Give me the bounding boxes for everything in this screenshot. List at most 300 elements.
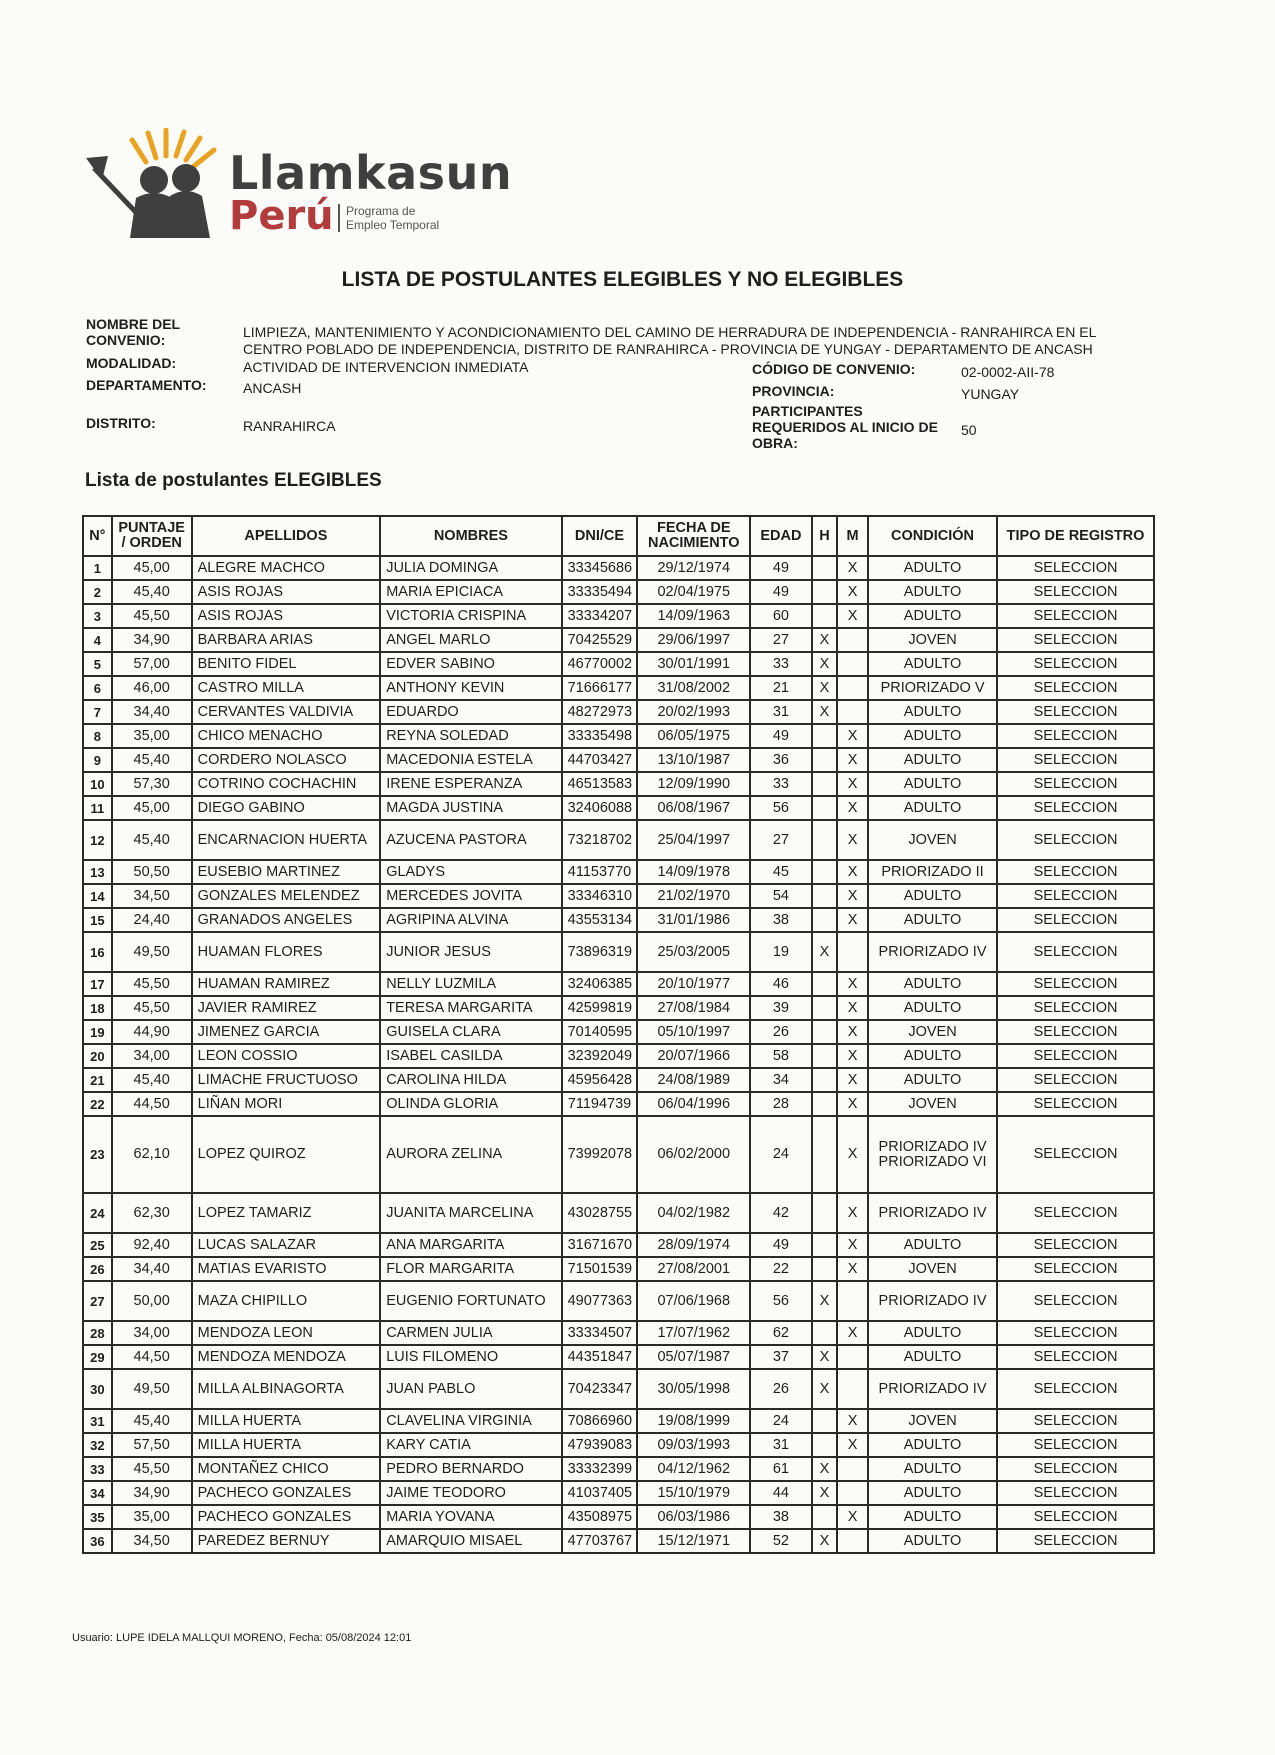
cell-condicion: ADULTO [868, 1345, 997, 1369]
cell-fecha: 15/12/1971 [637, 1529, 750, 1553]
cell-condicion: JOVEN [868, 1409, 997, 1433]
cell-edad: 22 [750, 1257, 811, 1281]
cell-tipo: SELECCION [997, 796, 1154, 820]
cell-condicion: ADULTO [868, 1233, 997, 1257]
table-row [83, 748, 1154, 772]
cell-puntaje: 34,40 [112, 1257, 192, 1281]
table-row [83, 1433, 1154, 1457]
cell-condicion: ADULTO [868, 580, 997, 604]
cell-numero: 1 [83, 556, 112, 580]
cell-apellidos: MENDOZA MENDOZA [192, 1345, 381, 1369]
cell-m: X [837, 796, 868, 820]
cell-tipo: SELECCION [997, 1409, 1154, 1433]
cell-nombres: MARIA EPICIACA [380, 580, 561, 604]
cell-apellidos: ASIS ROJAS [192, 580, 381, 604]
cell-condicion: ADULTO [868, 884, 997, 908]
cell-edad: 56 [750, 796, 811, 820]
cell-dni: 41037405 [562, 1481, 638, 1505]
cell-edad: 36 [750, 748, 811, 772]
cell-nombres: JUNIOR JESUS [380, 932, 561, 972]
cell-edad: 52 [750, 1529, 811, 1553]
cell-m: X [837, 1092, 868, 1116]
cell-edad: 49 [750, 1233, 811, 1257]
col-condicion: CONDICIÓN [868, 516, 997, 556]
table-row [83, 676, 1154, 700]
cell-nombres: KARY CATIA [380, 1433, 561, 1457]
cell-fecha: 31/08/2002 [637, 676, 750, 700]
cell-tipo: SELECCION [997, 932, 1154, 972]
cell-dni: 48272973 [562, 700, 638, 724]
col-nombres: NOMBRES [380, 516, 561, 556]
cell-puntaje: 45,40 [112, 1409, 192, 1433]
cell-numero: 6 [83, 676, 112, 700]
cell-nombres: REYNA SOLEDAD [380, 724, 561, 748]
cell-puntaje: 62,10 [112, 1116, 192, 1193]
footer-user: Usuario: LUPE IDELA MALLQUI MORENO, Fecha: 05/08/2024 12:01 [72, 1632, 412, 1644]
cell-numero: 14 [83, 884, 112, 908]
cell-puntaje: 44,50 [112, 1345, 192, 1369]
table-row [83, 772, 1154, 796]
col-puntaje: PUNTAJE / ORDEN [112, 516, 192, 556]
cell-numero: 17 [83, 972, 112, 996]
cell-numero: 3 [83, 604, 112, 628]
cell-numero: 20 [83, 1044, 112, 1068]
cell-condicion: ADULTO [868, 1068, 997, 1092]
col-edad: EDAD [750, 516, 811, 556]
col-numero: N° [83, 516, 112, 556]
cell-h: X [812, 1529, 838, 1553]
table-row [83, 1092, 1154, 1116]
cell-condicion: ADULTO [868, 652, 997, 676]
table-row [83, 1257, 1154, 1281]
cell-m: X [837, 860, 868, 884]
cell-apellidos: HUAMAN FLORES [192, 932, 381, 972]
cell-fecha: 05/10/1997 [637, 1020, 750, 1044]
cell-dni: 33332399 [562, 1457, 638, 1481]
cell-m [837, 700, 868, 724]
cell-tipo: SELECCION [997, 1068, 1154, 1092]
cell-nombres: JUANITA MARCELINA [380, 1193, 561, 1233]
cell-numero: 10 [83, 772, 112, 796]
cell-numero: 2 [83, 580, 112, 604]
cell-nombres: CARMEN JULIA [380, 1321, 561, 1345]
cell-nombres: PEDRO BERNARDO [380, 1457, 561, 1481]
cell-tipo: SELECCION [997, 1433, 1154, 1457]
cell-tipo: SELECCION [997, 652, 1154, 676]
page-title: LISTA DE POSTULANTES ELEGIBLES Y NO ELEGIBLES [341, 268, 904, 291]
cell-dni: 70425529 [562, 628, 638, 652]
cell-puntaje: 34,90 [112, 1481, 192, 1505]
cell-edad: 37 [750, 1345, 811, 1369]
cell-apellidos: MILLA ALBINAGORTA [192, 1369, 381, 1409]
cell-numero: 30 [83, 1369, 112, 1409]
cell-dni: 71666177 [562, 676, 638, 700]
cell-numero: 19 [83, 1020, 112, 1044]
cell-m: X [837, 724, 868, 748]
cell-fecha: 02/04/1975 [637, 580, 750, 604]
cell-nombres: ANGEL MARLO [380, 628, 561, 652]
cell-puntaje: 49,50 [112, 1369, 192, 1409]
cell-h [812, 860, 838, 884]
cell-m: X [837, 1068, 868, 1092]
cell-puntaje: 50,50 [112, 860, 192, 884]
cell-fecha: 12/09/1990 [637, 772, 750, 796]
convenio-line2: CENTRO POBLADO DE INDEPENDENCIA, DISTRITO DE RANRAHIRCA - PROVINCIA DE YUNGAY - DEPARTAMENTO DE ANCASH [243, 341, 1093, 357]
cell-nombres: TERESA MARGARITA [380, 996, 561, 1020]
cell-numero: 35 [83, 1505, 112, 1529]
cell-fecha: 09/03/1993 [637, 1433, 750, 1457]
cell-condicion: ADULTO [868, 1529, 997, 1553]
cell-fecha: 06/08/1967 [637, 796, 750, 820]
table-row [83, 996, 1154, 1020]
cell-dni: 47703767 [562, 1529, 638, 1553]
cell-condicion: ADULTO [868, 1481, 997, 1505]
cell-tipo: SELECCION [997, 1345, 1154, 1369]
cell-tipo: SELECCION [997, 1044, 1154, 1068]
cell-puntaje: 35,00 [112, 724, 192, 748]
cell-nombres: JUAN PABLO [380, 1369, 561, 1409]
cell-condicion: ADULTO [868, 1321, 997, 1345]
col-m: M [837, 516, 868, 556]
cell-m [837, 1369, 868, 1409]
cell-apellidos: LOPEZ TAMARIZ [192, 1193, 381, 1233]
cell-tipo: SELECCION [997, 1457, 1154, 1481]
cell-nombres: JULIA DOMINGA [380, 556, 561, 580]
cell-nombres: EUGENIO FORTUNATO [380, 1281, 561, 1321]
cell-apellidos: LIÑAN MORI [192, 1092, 381, 1116]
cell-nombres: GUISELA CLARA [380, 1020, 561, 1044]
table-row [83, 580, 1154, 604]
table-row [83, 860, 1154, 884]
cell-numero: 33 [83, 1457, 112, 1481]
cell-condicion: JOVEN [868, 628, 997, 652]
col-tipo-registro: TIPO DE REGISTRO [997, 516, 1154, 556]
cell-edad: 62 [750, 1321, 811, 1345]
cell-edad: 26 [750, 1369, 811, 1409]
cell-m [837, 676, 868, 700]
cell-edad: 60 [750, 604, 811, 628]
cell-tipo: SELECCION [997, 1020, 1154, 1044]
cell-nombres: AMARQUIO MISAEL [380, 1529, 561, 1553]
cell-puntaje: 92,40 [112, 1233, 192, 1257]
cell-h [812, 1433, 838, 1457]
cell-edad: 46 [750, 972, 811, 996]
cell-fecha: 17/07/1962 [637, 1321, 750, 1345]
cell-dni: 32406088 [562, 796, 638, 820]
cell-dni: 32406385 [562, 972, 638, 996]
cell-condicion: ADULTO [868, 908, 997, 932]
cell-fecha: 13/10/1987 [637, 748, 750, 772]
cell-h [812, 1505, 838, 1529]
cell-h [812, 1193, 838, 1233]
cell-h [812, 1044, 838, 1068]
cell-tipo: SELECCION [997, 1281, 1154, 1321]
cell-h [812, 1116, 838, 1193]
cell-apellidos: LEON COSSIO [192, 1044, 381, 1068]
cell-dni: 44351847 [562, 1345, 638, 1369]
cell-h: X [812, 652, 838, 676]
cell-fecha: 04/12/1962 [637, 1457, 750, 1481]
cell-tipo: SELECCION [997, 820, 1154, 860]
cell-fecha: 14/09/1978 [637, 860, 750, 884]
table-header-row [83, 516, 1154, 556]
convenio-line1: LIMPIEZA, MANTENIMIENTO Y ACONDICIONAMIENTO DEL CAMINO DE HERRADURA DE INDEPENDENCIA - RANRAHIRCA EN EL [243, 324, 1097, 340]
table-row [83, 724, 1154, 748]
cell-numero: 5 [83, 652, 112, 676]
cell-puntaje: 34,50 [112, 1529, 192, 1553]
cell-edad: 49 [750, 580, 811, 604]
cell-dni: 70423347 [562, 1369, 638, 1409]
cell-fecha: 06/04/1996 [637, 1092, 750, 1116]
cell-m: X [837, 604, 868, 628]
cell-edad: 42 [750, 1193, 811, 1233]
cell-h [812, 796, 838, 820]
cell-edad: 49 [750, 724, 811, 748]
cell-h [812, 972, 838, 996]
cell-m: X [837, 1020, 868, 1044]
cell-dni: 33334507 [562, 1321, 638, 1345]
table-body [83, 556, 1154, 1553]
cell-puntaje: 34,50 [112, 884, 192, 908]
cell-fecha: 06/02/2000 [637, 1116, 750, 1193]
table-row [83, 796, 1154, 820]
cell-m [837, 1457, 868, 1481]
cell-numero: 11 [83, 796, 112, 820]
cell-condicion: ADULTO [868, 604, 997, 628]
cell-puntaje: 24,40 [112, 908, 192, 932]
cell-numero: 34 [83, 1481, 112, 1505]
cell-edad: 45 [750, 860, 811, 884]
cell-nombres: GLADYS [380, 860, 561, 884]
cell-puntaje: 34,00 [112, 1321, 192, 1345]
cell-tipo: SELECCION [997, 1092, 1154, 1116]
cell-condicion: ADULTO [868, 556, 997, 580]
cell-dni: 70866960 [562, 1409, 638, 1433]
cell-h [812, 1233, 838, 1257]
cell-m [837, 1345, 868, 1369]
cell-edad: 27 [750, 820, 811, 860]
cell-puntaje: 45,40 [112, 580, 192, 604]
logo-llamkasun: Llamkasun [229, 146, 513, 200]
cell-tipo: SELECCION [997, 1369, 1154, 1409]
table-row [83, 1193, 1154, 1233]
cell-tipo: SELECCION [997, 772, 1154, 796]
table-row [83, 628, 1154, 652]
cell-fecha: 20/02/1993 [637, 700, 750, 724]
cell-apellidos: CORDERO NOLASCO [192, 748, 381, 772]
cell-m: X [837, 1044, 868, 1068]
cell-nombres: IRENE ESPERANZA [380, 772, 561, 796]
cell-apellidos: GRANADOS ANGELES [192, 908, 381, 932]
cell-puntaje: 45,50 [112, 996, 192, 1020]
participantes-value: 50 [961, 422, 977, 438]
cell-fecha: 30/01/1991 [637, 652, 750, 676]
cell-m [837, 932, 868, 972]
cell-puntaje: 45,00 [112, 556, 192, 580]
cell-h: X [812, 1369, 838, 1409]
cell-apellidos: PACHECO GONZALES [192, 1481, 381, 1505]
cell-h [812, 1409, 838, 1433]
cell-m: X [837, 884, 868, 908]
cell-apellidos: DIEGO GABINO [192, 796, 381, 820]
cell-edad: 31 [750, 700, 811, 724]
cell-apellidos: BENITO FIDEL [192, 652, 381, 676]
cell-puntaje: 34,40 [112, 700, 192, 724]
cell-edad: 44 [750, 1481, 811, 1505]
modalidad-value: ACTIVIDAD DE INTERVENCION INMEDIATA [243, 359, 529, 375]
cell-apellidos: ASIS ROJAS [192, 604, 381, 628]
distrito-value: RANRAHIRCA [243, 418, 336, 434]
cell-tipo: SELECCION [997, 604, 1154, 628]
cell-m: X [837, 748, 868, 772]
table-row [83, 972, 1154, 996]
cell-m: X [837, 996, 868, 1020]
cell-dni: 73896319 [562, 932, 638, 972]
workers-icon [86, 128, 226, 243]
cell-dni: 73218702 [562, 820, 638, 860]
col-dni: DNI/CE [562, 516, 638, 556]
cell-numero: 9 [83, 748, 112, 772]
cell-h: X [812, 700, 838, 724]
table-row [83, 1068, 1154, 1092]
table-row [83, 1321, 1154, 1345]
cell-apellidos: CERVANTES VALDIVIA [192, 700, 381, 724]
cell-tipo: SELECCION [997, 676, 1154, 700]
cell-h [812, 724, 838, 748]
cell-nombres: OLINDA GLORIA [380, 1092, 561, 1116]
cell-fecha: 04/02/1982 [637, 1193, 750, 1233]
cell-edad: 31 [750, 1433, 811, 1457]
elegibles-subtitle: Lista de postulantes ELEGIBLES [85, 470, 382, 491]
cell-edad: 38 [750, 908, 811, 932]
cell-nombres: LUIS FILOMENO [380, 1345, 561, 1369]
cell-numero: 4 [83, 628, 112, 652]
cell-apellidos: MILLA HUERTA [192, 1433, 381, 1457]
cell-numero: 13 [83, 860, 112, 884]
cell-condicion: ADULTO [868, 724, 997, 748]
cell-fecha: 27/08/1984 [637, 996, 750, 1020]
cell-edad: 28 [750, 1092, 811, 1116]
table-row [83, 1529, 1154, 1553]
cell-apellidos: CHICO MENACHO [192, 724, 381, 748]
cell-m [837, 628, 868, 652]
cell-m [837, 652, 868, 676]
table-row [83, 1044, 1154, 1068]
cell-apellidos: PAREDEZ BERNUY [192, 1529, 381, 1553]
cell-dni: 44703427 [562, 748, 638, 772]
cell-edad: 21 [750, 676, 811, 700]
cell-tipo: SELECCION [997, 908, 1154, 932]
cell-nombres: EDUARDO [380, 700, 561, 724]
cell-nombres: EDVER SABINO [380, 652, 561, 676]
cell-h [812, 772, 838, 796]
cell-condicion: ADULTO [868, 1457, 997, 1481]
cell-h [812, 1257, 838, 1281]
cell-dni: 71194739 [562, 1092, 638, 1116]
cell-dni: 70140595 [562, 1020, 638, 1044]
cell-nombres: VICTORIA CRISPINA [380, 604, 561, 628]
cell-dni: 43553134 [562, 908, 638, 932]
cell-nombres: JAIME TEODORO [380, 1481, 561, 1505]
cell-apellidos: EUSEBIO MARTINEZ [192, 860, 381, 884]
cell-puntaje: 45,50 [112, 1457, 192, 1481]
cell-m: X [837, 772, 868, 796]
cell-apellidos: CASTRO MILLA [192, 676, 381, 700]
cell-condicion: ADULTO [868, 796, 997, 820]
cell-nombres: AZUCENA PASTORA [380, 820, 561, 860]
program-logo [86, 128, 513, 248]
cell-m: X [837, 1321, 868, 1345]
cell-fecha: 06/03/1986 [637, 1505, 750, 1529]
cell-condicion: JOVEN [868, 1020, 997, 1044]
cell-apellidos: LUCAS SALAZAR [192, 1233, 381, 1257]
cell-apellidos: GONZALES MELENDEZ [192, 884, 381, 908]
cell-dni: 43028755 [562, 1193, 638, 1233]
cell-edad: 33 [750, 652, 811, 676]
cell-condicion: ADULTO [868, 772, 997, 796]
cell-tipo: SELECCION [997, 1193, 1154, 1233]
table-row [83, 820, 1154, 860]
cell-h [812, 1068, 838, 1092]
cell-h [812, 748, 838, 772]
cell-tipo: SELECCION [997, 1481, 1154, 1505]
cell-condicion: ADULTO [868, 996, 997, 1020]
cell-m: X [837, 1233, 868, 1257]
elegibles-table [82, 515, 1155, 1554]
cell-fecha: 27/08/2001 [637, 1257, 750, 1281]
cell-dni: 73992078 [562, 1116, 638, 1193]
cell-apellidos: LOPEZ QUIROZ [192, 1116, 381, 1193]
cell-nombres: MARIA YOVANA [380, 1505, 561, 1529]
table-row [83, 1233, 1154, 1257]
cell-fecha: 15/10/1979 [637, 1481, 750, 1505]
departamento-label: DEPARTAMENTO: [86, 377, 207, 393]
cell-apellidos: PACHECO GONZALES [192, 1505, 381, 1529]
cell-tipo: SELECCION [997, 1257, 1154, 1281]
cell-puntaje: 49,50 [112, 932, 192, 972]
cell-tipo: SELECCION [997, 996, 1154, 1020]
cell-puntaje: 45,40 [112, 748, 192, 772]
cell-m: X [837, 1433, 868, 1457]
cell-fecha: 07/06/1968 [637, 1281, 750, 1321]
cell-numero: 21 [83, 1068, 112, 1092]
cell-edad: 61 [750, 1457, 811, 1481]
cell-puntaje: 57,30 [112, 772, 192, 796]
cell-puntaje: 44,50 [112, 1092, 192, 1116]
cell-dni: 46770002 [562, 652, 638, 676]
cell-h: X [812, 628, 838, 652]
cell-apellidos: COTRINO COCHACHIN [192, 772, 381, 796]
cell-h: X [812, 1457, 838, 1481]
cell-nombres: ANTHONY KEVIN [380, 676, 561, 700]
cell-fecha: 31/01/1986 [637, 908, 750, 932]
cell-h [812, 604, 838, 628]
cell-tipo: SELECCION [997, 972, 1154, 996]
cell-m: X [837, 1116, 868, 1193]
cell-tipo: SELECCION [997, 1116, 1154, 1193]
cell-dni: 31671670 [562, 1233, 638, 1257]
table-row [83, 1369, 1154, 1409]
cell-numero: 12 [83, 820, 112, 860]
col-fecha-nacimiento: FECHA DE NACIMIENTO [637, 516, 750, 556]
cell-dni: 47939083 [562, 1433, 638, 1457]
cell-condicion: JOVEN [868, 1257, 997, 1281]
cell-condicion: ADULTO [868, 700, 997, 724]
cell-puntaje: 45,00 [112, 796, 192, 820]
cell-tipo: SELECCION [997, 884, 1154, 908]
cell-numero: 16 [83, 932, 112, 972]
cell-fecha: 30/05/1998 [637, 1369, 750, 1409]
